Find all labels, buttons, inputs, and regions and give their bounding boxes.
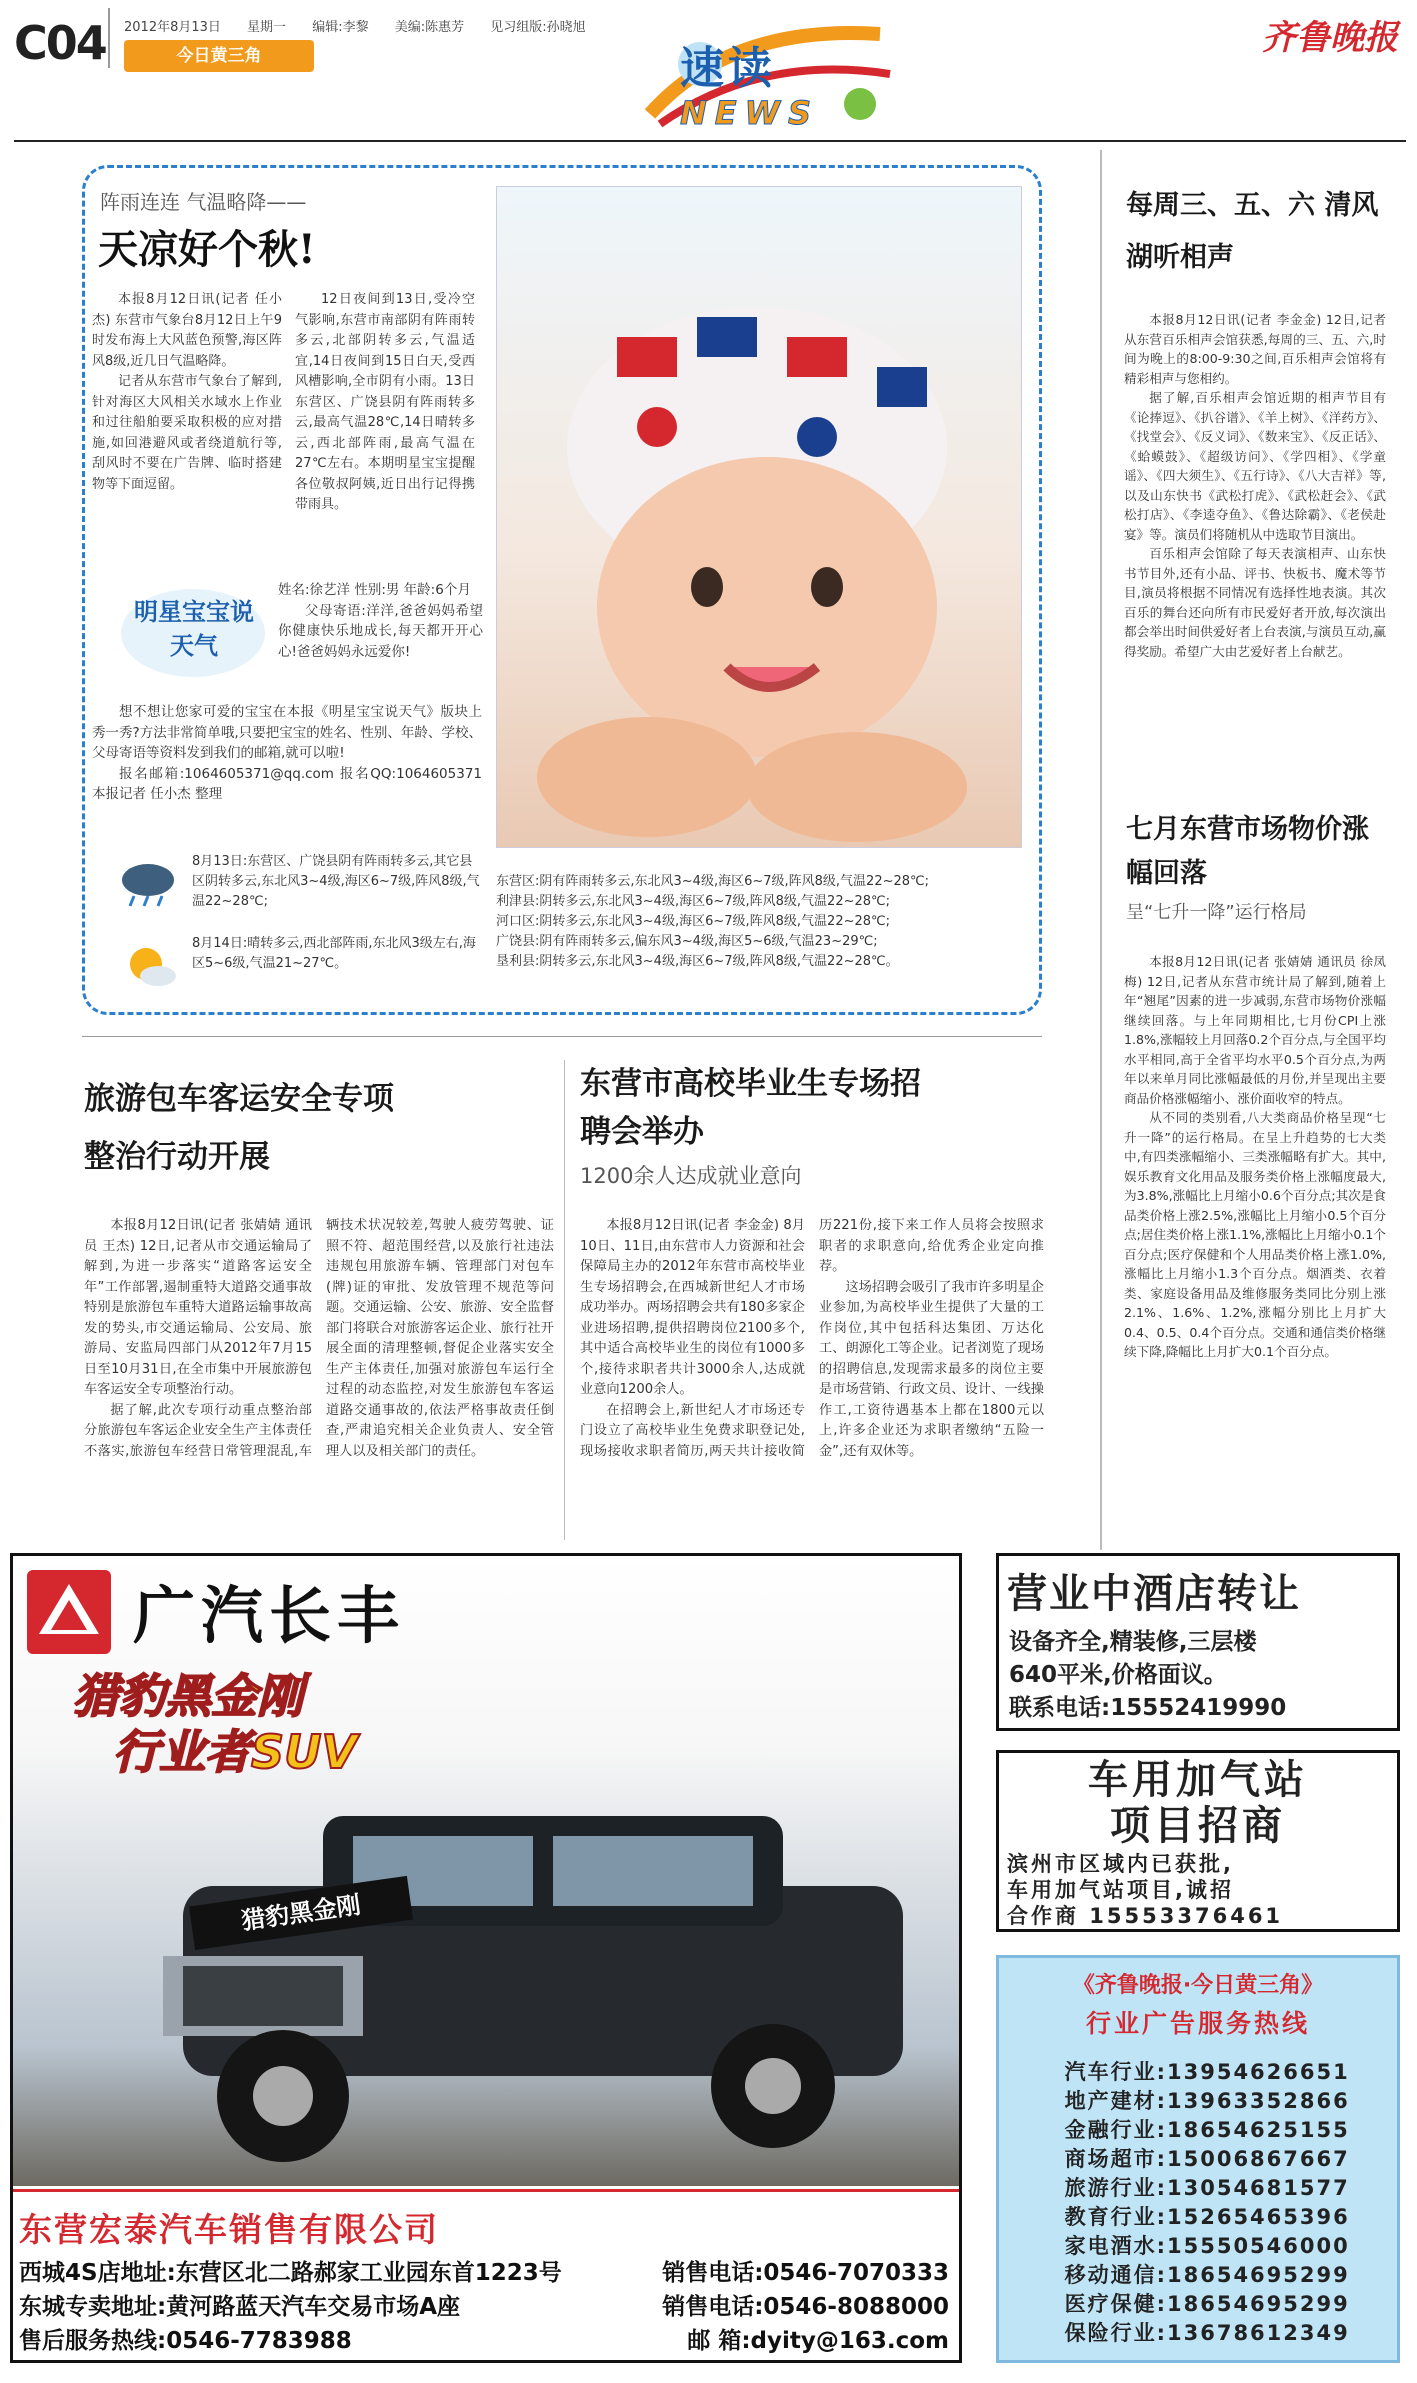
car-ad-rule <box>13 2189 959 2192</box>
hotline-row <box>1019 2087 1389 2116</box>
invite-email: 报名邮箱:1064605371@qq.com 报名QQ:1064605371 本报记者 任小杰 整理 <box>92 765 482 802</box>
gac-logo-icon <box>27 1570 111 1654</box>
hotline-number: 13963352866 <box>1167 2089 1350 2113</box>
car-email: 邮 箱:dyity@163.com <box>687 2328 949 2354</box>
gas-line: 车用加气站项目,诚招 <box>1007 1878 1234 1902</box>
prices-para: 本报8月12日讯(记者 张婧婧 通讯员 徐凤梅) 12日,记者从东营市统计局了解到,随着上年“翘尾”因素的进一步减弱,东营市场物价涨幅继续回落。与上年同期相比,七月份CPI上涨1.8%,涨幅较上月回落0.2个百分点,与全国平均水平相同,高于全省平均水平0.5个百分点,为两年以来单月同比涨幅最低的月份,并呈现出主要商品价格涨幅缩小、涨价面收窄的特点。 <box>1124 954 1386 1106</box>
hotline-category: 教育行业: <box>1064 2205 1167 2229</box>
crosstalk-para: 本报8月12日讯(记者 李金金) 12日,记者从东营百乐相声会馆获悉,每周的三、五、六,时间为晚上的8:00-9:30之间,百乐相声会馆将有精彩相声与您相约。 <box>1124 312 1386 386</box>
crosstalk-para: 百乐相声会馆除了每天表演相声、山东快书节目外,还有小品、评书、快板书、魔术等节目,演员将根据不同情况有选择性地表演。其次百乐的舞台还向所有市民爱好者开放,每次演出都会举出时间供爱好者上台表演,与演员互动,赢得奖励。希望广大由艺爱好者上台献艺。 <box>1124 546 1386 659</box>
paper-logo: 齐鲁晚报 <box>1262 18 1398 58</box>
tourism-para: 本报8月12日讯(记者 张婧婧 通讯员 王杰) 12日,记者从市交通运输局了解到,为进一步落实“道路客运安全年”工作部署,遏制重特大道路交通事故特别是旅游包车重特大道路运输事故高发的势头,市交通运输局、公安局、旅游局、安监局四部门从2012年7月15日至10月31日,在全市集中开展旅游包车客运安全专项整治行动。 <box>84 1218 312 1397</box>
editor: 编辑:李黎 <box>312 20 369 35</box>
car-slogan-1: 猎豹黑金刚 <box>73 1669 303 1723</box>
region-forecast <box>496 872 1026 972</box>
art-editor: 美编:陈惠芳 <box>394 20 465 35</box>
invite-text: 想不想让您家可爱的宝宝在本报《明星宝宝说天气》版块上秀一秀?方法非常简单哦,只要把宝宝的姓名、性别、年龄、学校、父母寄语等资料发到我们的邮箱,就可以啦! <box>92 704 482 761</box>
car-slogan-2: 行业者SUV <box>113 1725 358 1779</box>
baby-photo <box>496 186 1022 848</box>
car-ad <box>10 1553 962 2363</box>
section-rule <box>82 1036 1042 1037</box>
weather-para: 记者从东营市气象台了解到,针对海区大风相关水域水上作业和过往船舶要采取积极的应对措施,如回港避风或者绕道航行等,刮风时不要在广告牌、临时搭建物等下面逗留。 <box>92 374 282 492</box>
hotline-number: 15265465396 <box>1167 2205 1350 2229</box>
hotline-title: 行业广告服务热线 <box>1085 2009 1310 2038</box>
hotel-ad <box>996 1553 1400 1731</box>
tourism-body <box>84 1216 554 1462</box>
jobs-para: 本报8月12日讯(记者 李金金) 8月10日、11日,由东营市人力资源和社会保障局主办的2012年东营市高校毕业生专场招聘会,在西城新世纪人才市场成功举办。两场招聘会共有180多家企业进场招聘,提供招聘岗位2100多个,其中适合高校毕业生的岗位有1000多个,接待求职者共计3000余人,达成就业意向1200余人。 <box>580 1218 805 1397</box>
weather-para: 本报8月12日讯(记者 任小杰) 东营市气象台8月12日上午9时发布海上大风蓝色预警,海区阵风8级,近几日气温略降。 <box>92 292 282 369</box>
region-row: 利津县:阴转多云,东北风3~4级,海区6~7级,阵风8级,气温22~28℃; <box>496 894 891 909</box>
hotel-phone: 联系电话:15552419990 <box>1009 1695 1287 1721</box>
gas-ad <box>996 1750 1400 1932</box>
hotline-category: 医疗保健: <box>1064 2292 1167 2316</box>
gas-title <box>999 1757 1397 1849</box>
issue-date: 2012年8月13日 <box>124 20 221 35</box>
issue-weekday: 星期一 <box>247 20 287 35</box>
car-phone-2: 销售电话:0546-8088000 <box>662 2294 949 2320</box>
forecast-13: 8月13日:东营区、广饶县阴有阵雨转多云,其它县区阴转多云,东北风3~4级,海区6~7级,阵风8级,气温22~28℃; <box>192 854 480 909</box>
section-tag: 今日黄三角 <box>124 40 314 72</box>
hotline-row <box>1019 2116 1389 2145</box>
suv-illustration-icon <box>123 1766 962 2186</box>
hotel-line: 设备齐全,精装修,三层楼 <box>1009 1629 1257 1655</box>
region-row: 河口区:阴转多云,东北风3~4级,海区6~7级,阵风8级,气温22~28℃; <box>496 914 891 929</box>
weather-col2 <box>295 290 475 516</box>
hotline-row <box>1019 2203 1389 2232</box>
hotline-number: 18654625155 <box>1167 2118 1350 2142</box>
hotline-number: 13678612349 <box>1167 2321 1350 2345</box>
column-divider <box>1100 150 1102 1550</box>
car-contact <box>19 2256 959 2358</box>
jobs-para: 在招聘会上,新世纪人才市场还专门设立了高校毕业生免费求职登记处,现场接收求职者简历,两天共计接收简历221份,接下来工作人员将会按照求职者的求职意向,给优秀企业定向推荐。 <box>580 1218 1044 1459</box>
hotline-row <box>1019 2319 1389 2348</box>
hotline-number: 15006867667 <box>1167 2147 1350 2171</box>
crosstalk-para: 据了解,百乐相声会馆近期的相声节目有《论捧逗》、《扒谷谱》、《羊上树》、《洋药方》、《找堂会》、《反义词》、《数来宝》、《反正话》、《蛤蟆鼓》、《超级访问》、《学四相》、《学童谣》、《四大须生》、《五行诗》、《八大吉祥》等,以及山东快书《武松打虎》、《武松赶会》、《武松打店》、《李逵夺鱼》、《鲁达除霸》、《老侯赴宴》等。演员们将随机从中选取节目演出。 <box>1124 390 1386 542</box>
column-divider <box>564 1060 565 1540</box>
hotline-number: 13954626651 <box>1167 2060 1350 2084</box>
weather-col1 <box>92 290 282 495</box>
sun-cloud-icon <box>122 942 178 992</box>
parent-message: 父母寄语:洋洋,爸爸妈妈希望你健康快乐地成长,每天都开开心心!爸爸妈妈永远爱你! <box>278 602 483 660</box>
baby-info: 姓名:徐艺洋 性别:男 年龄:6个月 <box>278 582 471 598</box>
car-service: 售后服务热线:0546-7783988 <box>19 2328 352 2354</box>
hotline-row <box>1019 2058 1389 2087</box>
hotel-title: 营业中酒店转让 <box>1007 1571 1301 1617</box>
banner-news: NEWS <box>680 94 819 132</box>
hotline-row <box>1019 2232 1389 2261</box>
baby-info-block <box>278 580 483 662</box>
star-baby-title: 明星宝宝说天气 <box>134 598 254 660</box>
prices-subtitle: 呈“七升一降”运行格局 <box>1126 902 1307 923</box>
tourism-title: 旅游包车客运安全专项整治行动开展 <box>84 1081 394 1175</box>
hotline-ad <box>996 1955 1400 2363</box>
gas-line: 合作商 15553376461 <box>1007 1904 1284 1928</box>
page-number: C04 <box>14 16 106 70</box>
crosstalk-title: 每周三、五、六 清风湖听相声 <box>1126 190 1379 273</box>
car-address-1: 西城4S店地址:东营区北二路郝家工业园东首1223号 <box>19 2260 562 2286</box>
jobs-subtitle: 1200余人达成就业意向 <box>580 1164 802 1188</box>
rain-cloud-icon <box>120 860 176 910</box>
jobs-para: 这场招聘会吸引了我市许多明星企业参加,为高校毕业生提供了大量的工作岗位,其中包括科达集团、万达化工、朗源化工等企业。记者浏览了现场的招聘信息,发现需求最多的岗位主要是市场营销、行政文员、设计、一线操作工,工资待遇基本上都在1800元以上,许多企业还为求职者缴纳“五险一金”,还有双休等。 <box>819 1279 1044 1459</box>
proof-editor: 见习组版:孙晓旭 <box>490 20 586 35</box>
header-divider <box>108 8 110 68</box>
banner-title: 速读 <box>680 43 776 94</box>
hotline-category: 金融行业: <box>1064 2118 1167 2142</box>
hotline-category: 旅游行业: <box>1064 2176 1167 2200</box>
car-plate: 猎豹黑金刚 <box>189 1876 413 1950</box>
weather-title: 天凉好个秋! <box>98 226 316 273</box>
jobs-body <box>580 1216 1044 1462</box>
hotline-category: 汽车行业: <box>1064 2060 1167 2084</box>
star-baby-label <box>118 583 268 683</box>
hotline-row <box>1019 2261 1389 2290</box>
region-row: 垦利县:阴转多云,东北风3~4级,海区6~7级,阵风8级,气温22~28℃。 <box>496 954 899 969</box>
invite-block <box>92 702 482 805</box>
crosstalk-body <box>1124 310 1386 661</box>
hotline-number: 15550546000 <box>1167 2234 1350 2258</box>
car-brand: 广汽长丰 <box>133 1579 406 1652</box>
hotline-number: 18654695299 <box>1167 2263 1350 2287</box>
weather-kicker: 阵雨连连 气温略降—— <box>100 190 307 214</box>
region-row: 广饶县:阴有阵雨转多云,偏东风3~4级,海区5~6级,气温23~29℃; <box>496 934 878 949</box>
hotline-number: 13054681577 <box>1167 2176 1350 2200</box>
prices-para: 从不同的类别看,八大类商品价格呈现“七升一降”的运行格局。在呈上升趋势的七大类中,有四类涨幅缩小、三类涨幅略有扩大。其中,娱乐教育文化用品及服务类价格上涨幅度最大,为3.8%,涨幅比上月缩小0.6个百分点;其次是食品类价格上涨2.5%,涨幅比上月缩小0.5个百分点;居住类价格上涨1.1%,涨幅比上月缩小0.1个百分点;医疗保健和个人用品类价格上涨1.0%,涨幅比上月缩小1.3个百分点。烟酒类、衣着类、家庭设备用品及维修服务类同比分别上涨2.1%、1.6%、1.2%,涨幅分别比上月扩大0.4、0.5、0.4个百分点。交通和通信类价格继续下降,降幅比上月扩大0.1个百分点。 <box>1124 1110 1386 1359</box>
prices-title: 七月东营市场物价涨幅回落 <box>1126 814 1369 889</box>
prices-body <box>1124 952 1386 1362</box>
car-company: 东营宏泰汽车销售有限公司 <box>19 2210 439 2249</box>
region-row: 东营区:阴有阵雨转多云,东北风3~4级,海区6~7级,阵风8级,气温22~28℃; <box>496 874 930 889</box>
hotline-category: 地产建材: <box>1064 2089 1167 2113</box>
weather-para: 12日夜间到13日,受冷空气影响,东营市南部阴有阵雨转多云,北部阴转多云,气温适宜,14日夜间到15日白天,受西风槽影响,全市阴有小雨。13日东营区、广饶县阴有阵雨转多云,最高气温28℃,14日晴转多云,西北部阵雨,最高气温在27℃左右。本期明星宝宝提醒各位敬叔阿姨,近日出行记得携带雨具。 <box>295 292 475 512</box>
tourism-para: 据了解,此次专项行动重点整治部分旅游包车客运企业安全生产主体责任不落实,旅游包车经营日常管理混乱,车辆技术状况较差,驾驶人疲劳驾驶、证照不符、超范围经营,以及旅行社违法违规包用旅游车辆、管理部门对包车(牌)证的审批、发放管理不规范等问题。交通运输、公安、旅游、安全监督部门将联合对旅游客运企业、旅行社开展全面的清理整顿,督促企业落实安全生产主体责任,加强对旅游包车运行全过程的动态监控,对发生旅游包车客运道路交通事故的,依法严格事故责任倒查,严肃追究相关企业负责人、安全管理人以及相关部门的责任。 <box>84 1218 554 1459</box>
hotline-row <box>1019 2145 1389 2174</box>
gas-text <box>1007 1851 1283 1929</box>
car-address-2: 东城专卖地址:黄河路蓝天汽车交易市场A座 <box>19 2294 460 2320</box>
gas-line: 滨州市区域内已获批, <box>1007 1852 1234 1876</box>
hotline-row <box>1019 2174 1389 2203</box>
forecast-14: 8月14日:晴转多云,西北部阵雨,东北风3级左右,海区5~6级,气温21~27℃。 <box>192 936 476 971</box>
hotline-category: 家电酒水: <box>1064 2234 1167 2258</box>
hotline-row <box>1019 2290 1389 2319</box>
car-phone-1: 销售电话:0546-7070333 <box>662 2260 949 2286</box>
hotline-category: 保险行业: <box>1064 2321 1167 2345</box>
hotline-list <box>1019 2058 1389 2348</box>
news-banner <box>640 4 900 140</box>
gas-title-1: 车用加气站 <box>1088 1757 1308 1803</box>
hotel-text <box>1009 1626 1286 1725</box>
hotel-line: 640平米,价格面议。 <box>1009 1662 1227 1688</box>
hotline-number: 18654695299 <box>1167 2292 1350 2316</box>
hotline-top: 《齐鲁晚报·今日黄三角》 <box>1072 1973 1324 1998</box>
baby-illustration-icon <box>497 187 1023 849</box>
header-meta <box>124 16 608 35</box>
gas-title-2: 项目招商 <box>1110 1803 1286 1849</box>
jobs-title: 东营市高校毕业生专场招聘会举办 <box>580 1066 921 1150</box>
header-rule <box>14 140 1406 142</box>
hotline-category: 商场超市: <box>1064 2147 1167 2171</box>
hotline-category: 移动通信: <box>1064 2263 1167 2287</box>
